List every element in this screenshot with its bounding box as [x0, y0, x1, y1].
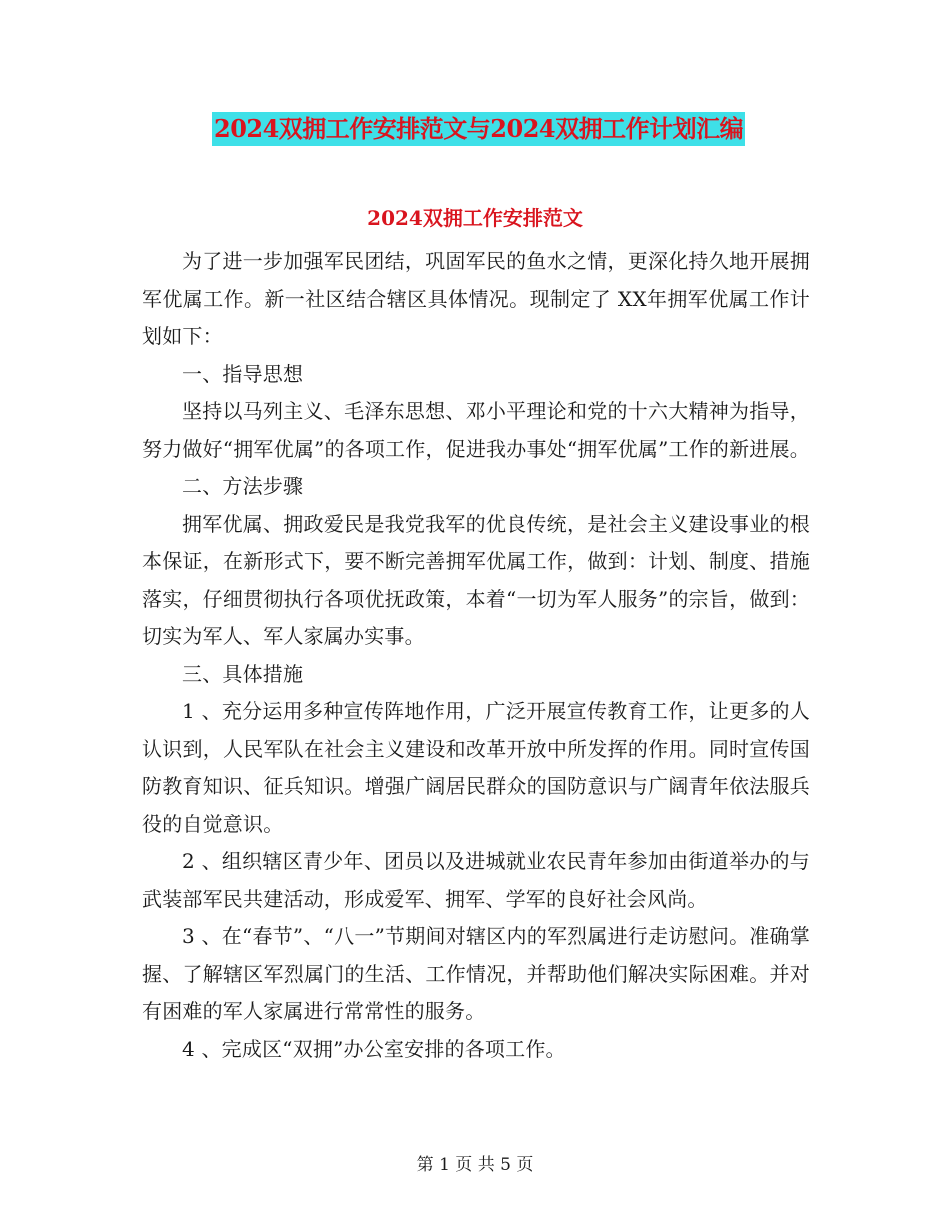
- document-main-title: 2024双拥工作安排范文与2024双拥工作计划汇编: [212, 112, 745, 146]
- paragraph-measure-4: 4 、完成区“双拥”办公室安排的各项工作。: [182, 1036, 566, 1061]
- paragraph-intro: 为了进一步加强军民团结，巩固军民的鱼水之情，更深化持久地开展拥军优属工作。新一社区结合辖区具体情况。现制定了 XX年拥军优属工作计划如下：: [142, 249, 810, 348]
- section-title: 2024双拥工作安排范文: [367, 206, 583, 230]
- paragraph-method-steps: 拥军优属、拥政爱民是我党我军的优良传统，是社会主义建设事业的根本保证，在新形式下，要不断完善拥军优属工作，做到：计划、制度、措施落实，仔细贯彻执行各项优抚政策，本着“一切为军人服务”的宗旨，做到：切实为军人、军人家属办实事。: [142, 511, 810, 648]
- document-body: [142, 243, 810, 1068]
- heading-method-steps: 二、方法步骤: [182, 474, 304, 498]
- heading-specific-measures: 三、具体措施: [182, 661, 304, 686]
- page-footer: 第 1 页 共 5 页: [416, 1155, 534, 1175]
- heading-guiding-ideology: 一、指导思想: [182, 361, 304, 386]
- paragraph-measure-2: 2 、组织辖区青少年、团员以及进城就业农民青年参加由街道举办的与武装部军民共建活动，形成爱军、拥军、学军的良好社会风尚。: [142, 849, 810, 911]
- paragraph-guiding-ideology: 坚持以马列主义、毛泽东思想、邓小平理论和党的十六大精神为指导，努力做好“拥军优属”的各项工作，促进我办事处“拥军优属”工作的新进展。: [142, 399, 810, 461]
- paragraph-measure-3: 3 、在“春节”、“八一”节期间对辖区内的军烈属进行走访慰问。准确掌握、了解辖区军烈属门的生活、工作情况，并帮助他们解决实际困难。并对有困难的军人家属进行常常性的服务。: [142, 924, 810, 1023]
- paragraph-measure-1: 1 、充分运用多种宣传阵地作用，广泛开展宣传教育工作，让更多的人认识到，人民军队在社会主义建设和改革开放中所发挥的作用。同时宣传国防教育知识、征兵知识。增强广阔居民群众的国防意识与广阔青年依法服兵役的自觉意识。: [142, 699, 810, 836]
